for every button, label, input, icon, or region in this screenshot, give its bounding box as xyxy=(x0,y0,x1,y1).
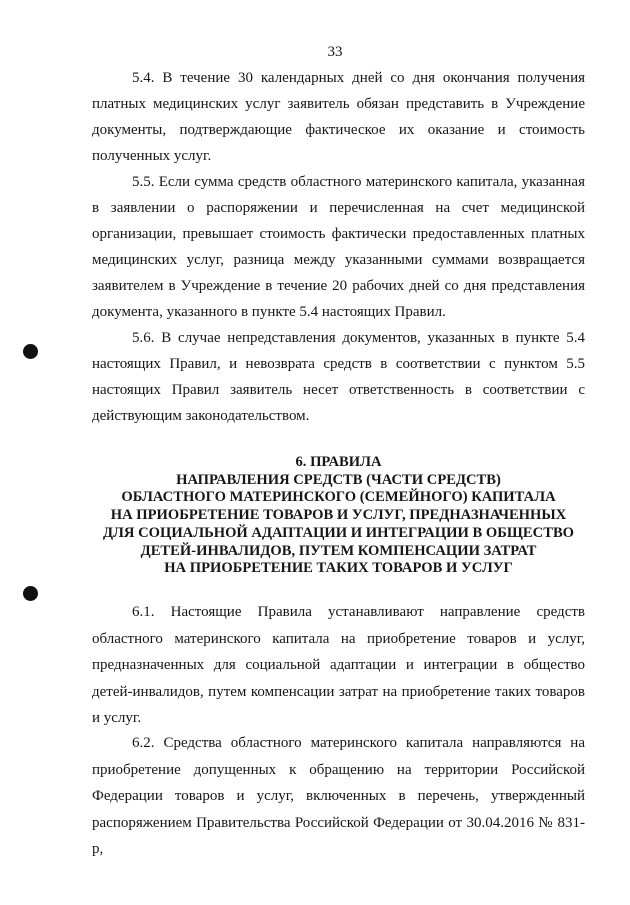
page-number: 33 xyxy=(327,44,343,60)
section-heading-line: ДЛЯ СОЦИАЛЬНОЙ АДАПТАЦИИ И ИНТЕГРАЦИИ В ОБЩЕСТВО xyxy=(102,524,575,541)
section-heading-line: НА ПРИОБРЕТЕНИЕ ТАКИХ ТОВАРОВ И УСЛУГ xyxy=(164,560,513,577)
paragraph-6-1: 6.1. Настоящие Правила устанавливают направление средств областного материнского капитала на приобретение товаров и услуг, предназначенных для социальной адаптации и интеграции в общество детей-инвалидов, путем компенсации затрат на приобретение таких товаров и услуг. xyxy=(92,604,585,726)
section-heading-line: ОБЛАСТНОГО МАТЕРИНСКОГО (СЕМЕЙНОГО) КАПИТАЛА xyxy=(121,489,556,506)
paragraph-5-5: 5.5. Если сумма средств областного материнского капитала, указанная в заявлении о распоряжении и перечисленная на счет медицинской организации, превышает стоимость фактически предоставленных платных медицинских услуг, разница между указанными суммами возвращается заявителем в Учреждение в течение 20 рабочих дней со дня представления документа, указанного в пункте 5.4 настоящих Правил. xyxy=(92,174,585,320)
section-heading-line: 6. ПРАВИЛА xyxy=(295,454,382,470)
punch-hole-mark xyxy=(23,344,38,359)
section-heading-line: ДЕТЕЙ-ИНВАЛИДОВ, ПУТЕМ КОМПЕНСАЦИИ ЗАТРАТ xyxy=(140,542,537,559)
paragraph-6-2: 6.2. Средства областного материнского капитала направляются на приобретение допущенных к обращению на территории Российской Федерации товаров и услуг, включенных в перечень, утвержденный распоряжением Правительства Российской Федерации от 30.04.2016 № 831-р, xyxy=(92,735,585,857)
section-heading-line: НА ПРИОБРЕТЕНИЕ ТОВАРОВ И УСЛУГ, ПРЕДНАЗНАЧЕННЫХ xyxy=(110,507,567,524)
section-heading-line: НАПРАВЛЕНИЯ СРЕДСТВ (ЧАСТИ СРЕДСТВ) xyxy=(176,471,501,488)
punch-hole-mark xyxy=(23,586,38,601)
paragraph-5-6: 5.6. В случае непредставления документов, указанных в пункте 5.4 настоящих Правил, и невозврата средств в соответствии с пунктом 5.5 настоящих Правил заявитель несет ответственность в соответствии с действующим законодательством. xyxy=(92,330,585,424)
paragraph-5-4: 5.4. В течение 30 календарных дней со дня окончания получения платных медицинских услуг заявитель обязан представить в Учреждение документы, подтверждающие фактическое их оказание и стоимость полученных услуг. xyxy=(92,70,585,164)
section-heading xyxy=(92,454,585,578)
